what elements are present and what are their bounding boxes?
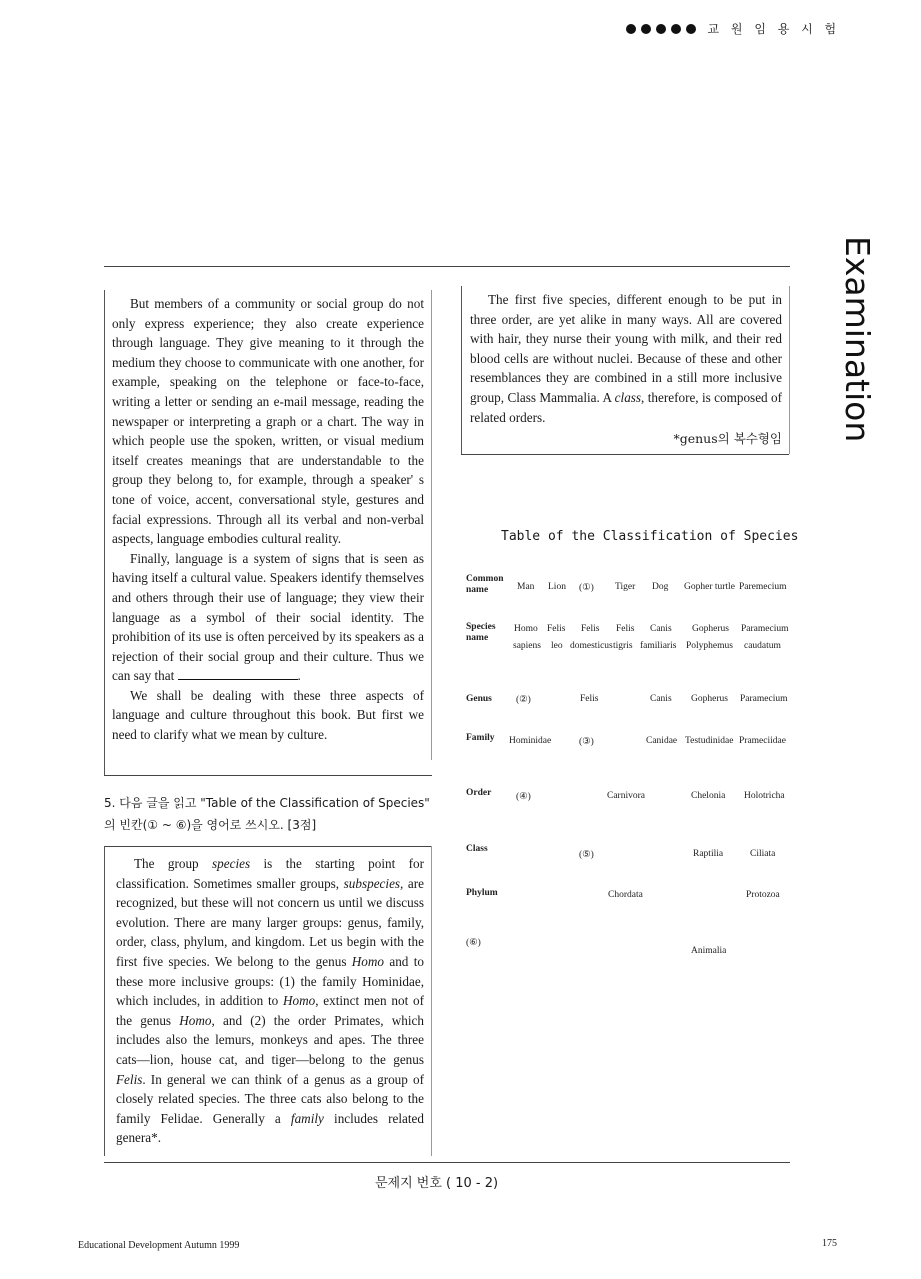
class-blank-5[interactable]: (⑤) (579, 850, 594, 860)
bullet-dot (641, 24, 651, 34)
lp-s7: . In general we can think of a genus as a group of closely related species. The three cats also belong to the family Felidae. Generally a (116, 1071, 424, 1126)
species-genus-homo: Homo (514, 624, 538, 634)
genus-paramecium: Paramecium (740, 694, 788, 704)
table-title: Table of the Classification of Species (501, 529, 799, 544)
genus-felis: Felis (580, 694, 599, 704)
class-ciliata: Ciliata (750, 849, 776, 859)
species-epithet-caudatum: caudatum (744, 641, 781, 651)
lower-box-top (104, 846, 432, 847)
right-box-right-border (789, 286, 790, 454)
common-tiger: Tiger (615, 582, 636, 592)
common-dog: Dog (652, 582, 669, 592)
species-epithet-domesticus: domesticus (570, 641, 613, 651)
family-testudinidae: Testudinidae (685, 736, 734, 746)
genus-gopherus: Gopherus (691, 694, 728, 704)
left-box-border (104, 290, 105, 775)
family-canidae: Canidae (646, 736, 678, 746)
family-prameciidae: Prameciidae (739, 736, 786, 746)
species-epithet-polyphemus: Polyphemus (686, 641, 733, 651)
lp-s4-em: Homo (282, 993, 316, 1009)
genus-blank-2[interactable]: (②) (516, 695, 531, 705)
lower-box-right-border (431, 846, 432, 1156)
left-passage-p2 (112, 549, 424, 686)
lp-s5-em: Homo (179, 1012, 212, 1028)
side-label-text: Examination (838, 236, 877, 443)
common-gopher-turtle: Gopher turtle (684, 582, 735, 592)
right-passage-footnote: *genus의 복수형임 (673, 431, 782, 447)
lp-s6-em: Felis (116, 1071, 143, 1087)
lp-s6: , and (2) the order Primates, which includes also the lemurs, monkeys and apes. The three cats—lion, house cat, and tiger—belong to the genus (116, 1012, 424, 1067)
right-box-left-border (461, 286, 462, 454)
bullet-dot (656, 24, 666, 34)
classification-table (466, 570, 796, 970)
common-man: Man (517, 582, 535, 592)
question-line-2: 의 빈칸(① ~ ⑥)을 영어로 쓰시오. [3점] (104, 818, 317, 832)
top-rule (104, 266, 790, 267)
common-blank-1[interactable]: (①) (579, 583, 594, 593)
species-genus-gopherus: Gopherus (692, 624, 729, 634)
right-box-bottom (461, 454, 789, 455)
lp-s2: is the starting point for classification. Sometimes smaller groups, (116, 856, 424, 891)
order-blank-4[interactable]: (④) (516, 792, 531, 802)
bullet-dot (626, 24, 636, 34)
order-chelonia: Chelonia (691, 791, 726, 801)
bottom-rule (104, 1162, 790, 1163)
side-label (838, 236, 878, 443)
left-passage-p2-text: Finally, language is a system of signs that is seen as having itself a cultural value. Speakers identify themselves and others through their use of language; they view their language as a symbol of their social identity. The prohibition of its use is often perceived by its speakers as a rejection of their social group and their culture. Thus we can say that (112, 550, 424, 684)
lower-box-left-border (104, 846, 105, 1156)
header-title: 교 원 임 용 시 험 (707, 22, 841, 36)
bullet-dot (686, 24, 696, 34)
rp-t1-em: class (614, 389, 642, 405)
family-blank-3[interactable]: (③) (579, 737, 594, 747)
species-genus-felis-3: Felis (616, 624, 635, 634)
question-line-1: 5. 다음 글을 읽고 "Table of the Classification of Species" (104, 796, 430, 810)
common-lion: Lion (548, 582, 566, 592)
publication-credit: Educational Development Autumn 1999 (78, 1240, 240, 1251)
species-genus-paramecium: Paramecium (741, 624, 789, 634)
left-passage-p1: But members of a community or social group do not only express experience; they also create experience through language. They give meaning to it through the medium they choose to communicate with one another, for example, speaking on the telephone or face-to-face, writing a letter or sending an e-mail message, reading the newspaper or interpreting a graph or a chart. The way in which people use the spoken, written, or visual medium itself creates meanings that are understandable to the group they belong to, for example, through a speaker' s tone of voice, accent, conversational style, gestures and facial expressions. Through all its verbal and non-verbal aspects, language embodies cultural reality. (112, 296, 424, 547)
genus-canis: Canis (650, 694, 672, 704)
lp-s8: includes related genera*. (116, 1110, 424, 1146)
right-passage (470, 290, 782, 449)
row-head-species: Species name (466, 622, 496, 643)
rp-t1: The first five species, different enough to be put in three order, are yet alike in many ways. All are covered with hair, they nurse their young with milk, and their red blood cells are without nuclei. Because of these and other resemblances they are combined in a still more inclusive group, Class Mammalia. A (470, 292, 782, 405)
row-head-kingdom[interactable]: (⑥) (466, 938, 481, 948)
species-epithet-leo: leo (551, 641, 563, 651)
left-box-bottom (104, 775, 432, 776)
family-hominidae: Hominidae (509, 736, 552, 746)
left-passage-p3: We shall be dealing with these three aspects of language and culture throughout this book. But first we need to clarify what we mean by culture. (112, 687, 424, 743)
row-head-common: Common name (466, 574, 504, 595)
species-genus-felis-1: Felis (547, 624, 566, 634)
species-epithet-familiaris: familiaris (640, 641, 677, 651)
lp-s5: , extinct men not of the genus (116, 993, 424, 1028)
row-head-class: Class (466, 844, 488, 854)
phylum-chordata: Chordata (608, 890, 643, 900)
order-holotricha: Holotricha (744, 791, 785, 801)
lp-s2-em: subspecies, (343, 875, 404, 891)
kingdom-animalia: Animalia (691, 946, 727, 956)
header-banner (626, 20, 840, 37)
answer-blank[interactable] (178, 668, 298, 680)
phylum-protozoa: Protozoa (746, 890, 780, 900)
lp-s3-em: Homo (351, 953, 385, 969)
lp-s3: are recognized, but these will not concern us until we discuss evolution. There are many larger groups: genus, family, order, class, phylum, and kingdom. Let us begin with the first five species. We belong to the genus (116, 875, 424, 969)
left-passage-p2-end: . (297, 668, 301, 684)
species-genus-canis: Canis (650, 624, 672, 634)
left-box-right-border (431, 290, 432, 760)
question-prompt (104, 792, 444, 836)
lp-s1: The group (134, 856, 213, 871)
lower-passage-text (116, 854, 424, 1148)
lower-passage (116, 854, 424, 1148)
common-paramecium: Paremecium (739, 582, 787, 592)
row-head-genus: Genus (466, 694, 492, 704)
lp-s4: and to these more inclusive groups: (1) the family Hominidae, which includes, in addition to (116, 953, 424, 1009)
order-carnivora: Carnivora (607, 791, 645, 801)
bullet-dot (671, 24, 681, 34)
lp-s7-em: family (290, 1110, 324, 1126)
row-head-phylum: Phylum (466, 888, 498, 898)
row-head-family: Family (466, 733, 495, 743)
page-code: 문제지 번호 ( 10 - 2) (375, 1176, 499, 1191)
species-epithet-sapiens: sapiens (513, 641, 541, 651)
right-passage-text (470, 290, 782, 427)
species-epithet-tigris: tigris (613, 641, 633, 651)
left-passage (112, 294, 424, 745)
class-raptilia: Raptilia (693, 849, 724, 859)
species-genus-felis-2: Felis (581, 624, 600, 634)
row-head-order: Order (466, 788, 492, 798)
rp-t2: , therefore, is composed of related orders. (470, 389, 783, 425)
lp-s1-em: species (212, 856, 251, 871)
page-number: 175 (822, 1238, 837, 1249)
